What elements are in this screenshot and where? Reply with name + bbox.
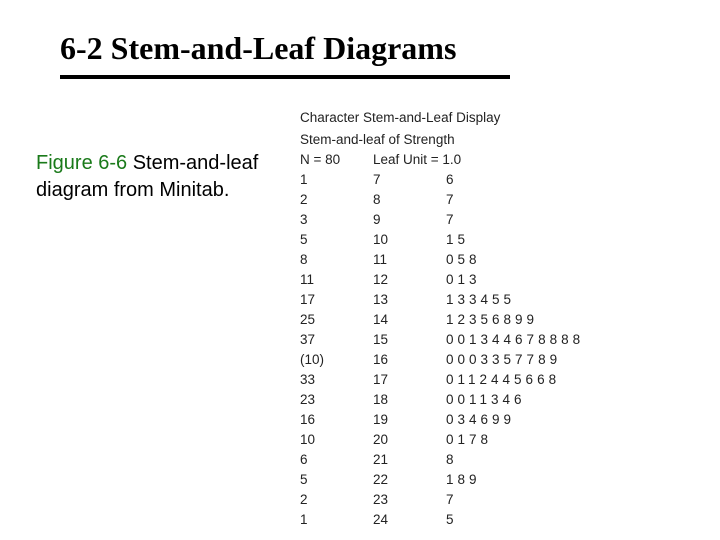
leaf-cell: 5 [446, 512, 458, 527]
count-cell: 23 [300, 392, 316, 407]
count-cell: 1 [300, 512, 308, 527]
count-cell: 33 [300, 372, 316, 387]
stem-cell: 24 [373, 512, 389, 527]
leaf-cell: 0112445668 [446, 372, 561, 387]
leaf-cell: 058 [446, 252, 481, 267]
leaf-cell: 0003357789 [446, 352, 562, 367]
title-underline [60, 75, 510, 79]
stem-cell: 21 [373, 452, 389, 467]
count-cell: (10) [300, 352, 325, 367]
count-cell: 2 [300, 492, 308, 507]
stem-cell: 9 [373, 212, 381, 227]
stem-cell: 13 [373, 292, 389, 307]
display-heading: Character Stem-and-Leaf Display [300, 110, 501, 125]
slide-title: 6-2 Stem-and-Leaf Diagrams [60, 30, 457, 66]
count-cell: 5 [300, 472, 308, 487]
stem-cell: 17 [373, 372, 389, 387]
stem-cell: 23 [373, 492, 389, 507]
count-cell: 1 [300, 172, 308, 187]
display-subheading: Stem-and-leaf of Strength [300, 132, 455, 147]
leaf-unit-label: Leaf Unit = 1.0 [373, 152, 462, 167]
count-cell: 2 [300, 192, 308, 207]
stem-cell: 12 [373, 272, 389, 287]
count-cell: 5 [300, 232, 308, 247]
stem-cell: 7 [373, 172, 381, 187]
count-cell: 37 [300, 332, 316, 347]
stem-cell: 18 [373, 392, 389, 407]
leaf-cell: 0011346 [446, 392, 526, 407]
leaf-cell: 034699 [446, 412, 516, 427]
figure-label: Figure 6-6 [36, 152, 128, 174]
leaf-cell: 8 [446, 452, 458, 467]
leaf-cell: 6 [446, 172, 458, 187]
count-cell: 11 [300, 272, 315, 287]
leaf-cell: 189 [446, 472, 481, 487]
leaf-cell: 12356899 [446, 312, 539, 327]
stem-cell: 22 [373, 472, 389, 487]
count-cell: 16 [300, 412, 316, 427]
stem-cell: 14 [373, 312, 389, 327]
leaf-cell: 15 [446, 232, 470, 247]
leaf-cell: 0178 [446, 432, 493, 447]
count-cell: 3 [300, 212, 308, 227]
leaf-cell: 001344678888 [446, 332, 585, 347]
stem-cell: 10 [373, 232, 389, 247]
stem-cell: 11 [373, 252, 388, 267]
count-cell: 8 [300, 252, 308, 267]
stem-cell: 8 [373, 192, 381, 207]
leaf-cell: 7 [446, 212, 458, 227]
n-label: N = 80 [300, 152, 341, 167]
count-cell: 17 [300, 292, 316, 307]
leaf-cell: 7 [446, 492, 458, 507]
stem-cell: 20 [373, 432, 389, 447]
count-cell: 10 [300, 432, 316, 447]
count-cell: 25 [300, 312, 316, 327]
count-cell: 6 [300, 452, 308, 467]
stem-cell: 16 [373, 352, 389, 367]
figure-caption [36, 150, 266, 204]
caption-text: Stem-and-leaf diagram from Minitab. [36, 152, 259, 201]
display-info-row [300, 150, 600, 170]
leaf-cell: 013 [446, 272, 481, 287]
stem-cell: 15 [373, 332, 389, 347]
stem-cell: 19 [373, 412, 389, 427]
leaf-cell: 133455 [446, 292, 516, 307]
leaf-cell: 7 [446, 192, 458, 207]
